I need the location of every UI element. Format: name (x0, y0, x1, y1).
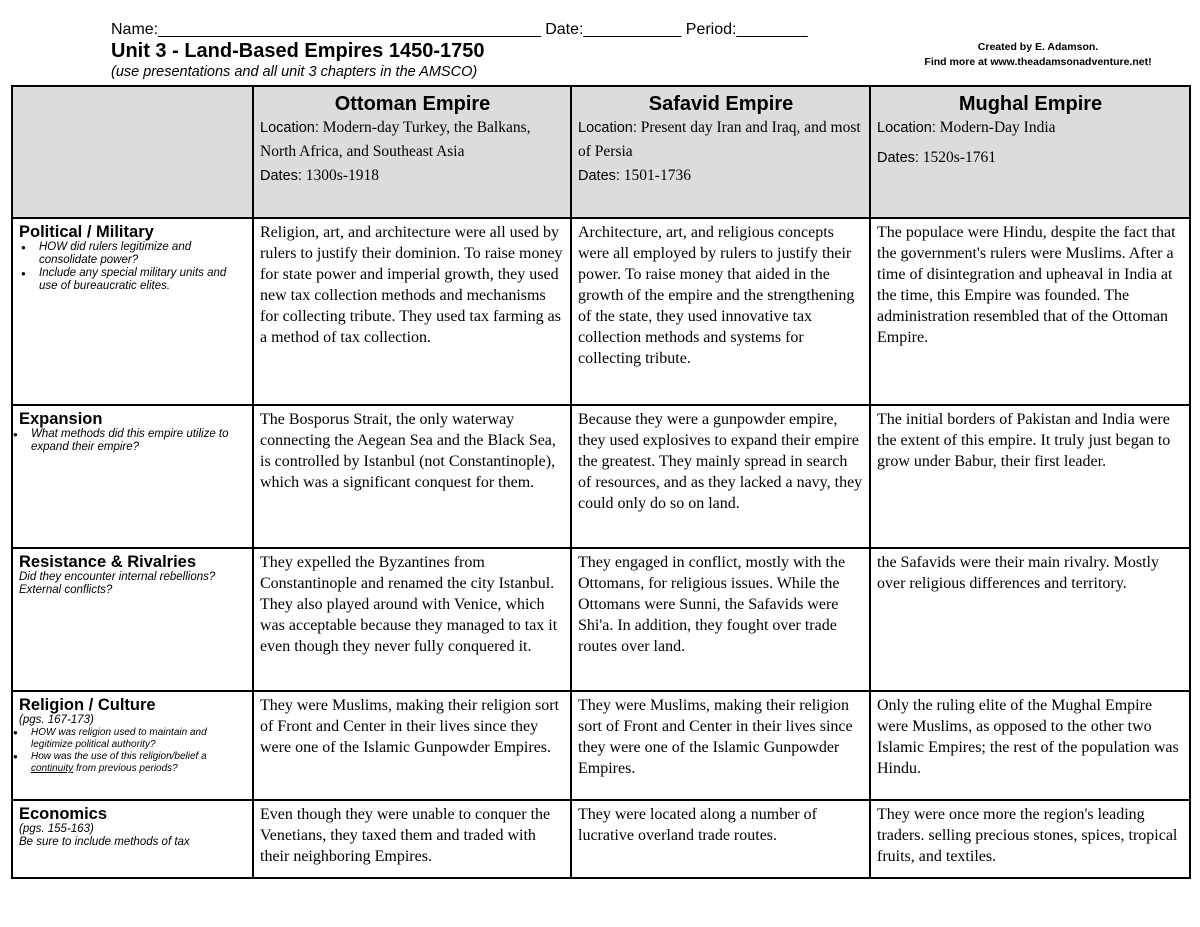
header-mughal (870, 86, 1190, 218)
row-expansion (12, 405, 1190, 548)
row-title: Religion / Culture (19, 696, 156, 714)
location-value: Modern-Day India (935, 119, 1056, 136)
prompt-list (19, 428, 247, 454)
answer-cell-ottoman[interactable]: They were Muslims, making their religion sort of Front and Center in their lives since they were one of the Islamic Gunpowder Empires. (253, 691, 571, 800)
row-prompt: Be sure to include methods of tax (19, 836, 190, 848)
answer-cell-safavid[interactable]: They engaged in conflict, mostly with the Ottomans, for religious issues. While the Ottomans were Sunni, the Safavids were Shi'a. In addition, they fought over trade routes over land. (571, 548, 870, 691)
empire-name: Ottoman Empire (334, 93, 491, 115)
empire-name: Mughal Empire (958, 93, 1103, 115)
answer-cell-mughal[interactable]: Only the ruling elite of the Mughal Empire were Muslims, as opposed to the other two Islamic Empires; the rest of the population was Hindu. (870, 691, 1190, 800)
empire-location (260, 116, 565, 164)
answer-cell-safavid[interactable]: They were located along a number of lucrative overland trade routes. (571, 800, 870, 878)
location-label: Location: (578, 120, 637, 136)
credit-author: Created by E. Adamson. (977, 41, 1099, 53)
row-label (12, 800, 253, 878)
prompt-text: from previous periods? (73, 763, 178, 774)
prompt-list (19, 727, 247, 775)
answer-cell-ottoman[interactable]: Even though they were unable to conquer the Venetians, they taxed them and traded with their neighboring Empires. (253, 800, 571, 878)
empire-dates (877, 146, 1184, 170)
name-date-period-line: Name:___________________________________________ Date:___________ Period:________ (111, 21, 808, 38)
answer-cell-safavid[interactable]: Because they were a gunpowder empire, they used explosives to expand their empire the greatest. They mainly spread in search of resources, and as they lacked a navy, they could only do so on land. (571, 405, 870, 548)
row-political-military (12, 218, 1190, 405)
table-header-row (12, 86, 1190, 218)
answer-cell-ottoman[interactable]: Religion, art, and architecture were all used by rulers to justify their dominion. To raise money for state power and imperial growth, they used new tax collection methods and mechanisms for collecting tribute. They used tax farming as a method of tax collection. (253, 218, 571, 405)
empire-location (578, 116, 864, 164)
empire-dates (260, 164, 565, 188)
page-title: Unit 3 - Land-Based Empires 1450-1750 (111, 40, 485, 62)
row-label (12, 691, 253, 800)
answer-cell-ottoman[interactable]: They expelled the Byzantines from Constantinople and renamed the city Istanbul. They also played around with Venice, which was acceptable because they managed to tax it even though they never fully conquered it. (253, 548, 571, 691)
row-title: Economics (19, 805, 108, 823)
dates-label: Dates: (877, 150, 919, 166)
row-label (12, 218, 253, 405)
answer-cell-mughal[interactable]: The populace were Hindu, despite the fact that the government's rulers were Muslims. After a time of disintegration and upheaval in India at the time, this Empire was founded. The administration resembled that of the Ottoman Empire. (870, 218, 1190, 405)
prompt-text: How was the use of this religion/belief a (31, 751, 207, 762)
prompt-bullet: ● What methods did this empire utilize to expand their empire? (23, 428, 247, 454)
row-title: Resistance & Rivalries (19, 553, 197, 571)
dates-label: Dates: (578, 168, 620, 184)
empire-name: Safavid Empire (648, 93, 794, 115)
answer-cell-ottoman[interactable]: The Bosporus Strait, the only waterway connecting the Aegean Sea and the Black Sea, is controlled by Istanbul (not Constantinople), which was a significant conquest for them. (253, 405, 571, 548)
row-label (12, 548, 253, 691)
credit-website: Find more at www.theadamsonadventure.net! (924, 56, 1152, 68)
row-title: Political / Military (19, 223, 154, 241)
dates-value: 1501-1736 (619, 167, 691, 184)
prompt-bullet: ● HOW was religion used to maintain and legitimize political authority? (23, 727, 247, 751)
prompt-underlined-word: continuity (31, 763, 74, 774)
credit-block (908, 40, 1168, 70)
prompt-bullet: ● HOW did rulers legitimize and consolidate power? (31, 241, 247, 267)
page-subtitle: (use presentations and all unit 3 chapters in the AMSCO) (111, 64, 478, 80)
prompt-list (19, 241, 247, 293)
dates-value: 1300s-1918 (301, 167, 379, 184)
row-religion-culture (12, 691, 1190, 800)
header-safavid (571, 86, 870, 218)
dates-value: 1520s-1761 (918, 149, 996, 166)
answer-cell-safavid[interactable]: They were Muslims, making their religion sort of Front and Center in their lives since they were one of the Islamic Gunpowder Empires. (571, 691, 870, 800)
prompt-bullet (23, 751, 247, 775)
answer-cell-mughal[interactable]: the Safavids were their main rivalry. Mostly over religious differences and territory. (870, 548, 1190, 691)
answer-cell-mughal[interactable]: The initial borders of Pakistan and India were the extent of this empire. It truly just began to grow under Babur, their first leader. (870, 405, 1190, 548)
location-label: Location: (877, 120, 936, 136)
dates-label: Dates: (260, 168, 302, 184)
answer-cell-mughal[interactable]: They were once more the region's leading traders. selling precious stones, spices, tropical fruits, and textiles. (870, 800, 1190, 878)
header-ottoman (253, 86, 571, 218)
row-pages: (pgs. 167-173) (19, 714, 94, 726)
row-pages: (pgs. 155-163) (19, 823, 94, 835)
corner-cell (12, 86, 253, 218)
row-economics (12, 800, 1190, 878)
empire-dates (578, 164, 864, 188)
row-prompt: Did they encounter internal rebellions? External conflicts? (19, 571, 216, 596)
location-value: Modern-day Turkey, the Balkans, North Africa, and Southeast Asia (260, 119, 531, 160)
location-value: Present day Iran and Iraq, and most of Persia (578, 119, 861, 160)
prompt-bullet: ● Include any special military units and use of bureaucratic elites. (31, 267, 247, 293)
empire-location (877, 116, 1184, 140)
location-label: Location: (260, 120, 319, 136)
answer-cell-safavid[interactable]: Architecture, art, and religious concepts were all employed by rulers to justify their power. To raise money that aided in the growth of the empire and the strengthening of the state, they used innovative tax collection methods and systems for collecting tribute. (571, 218, 870, 405)
row-title: Expansion (19, 410, 103, 428)
row-resistance-rivalries (12, 548, 1190, 691)
empires-comparison-table (11, 85, 1191, 879)
row-label (12, 405, 253, 548)
